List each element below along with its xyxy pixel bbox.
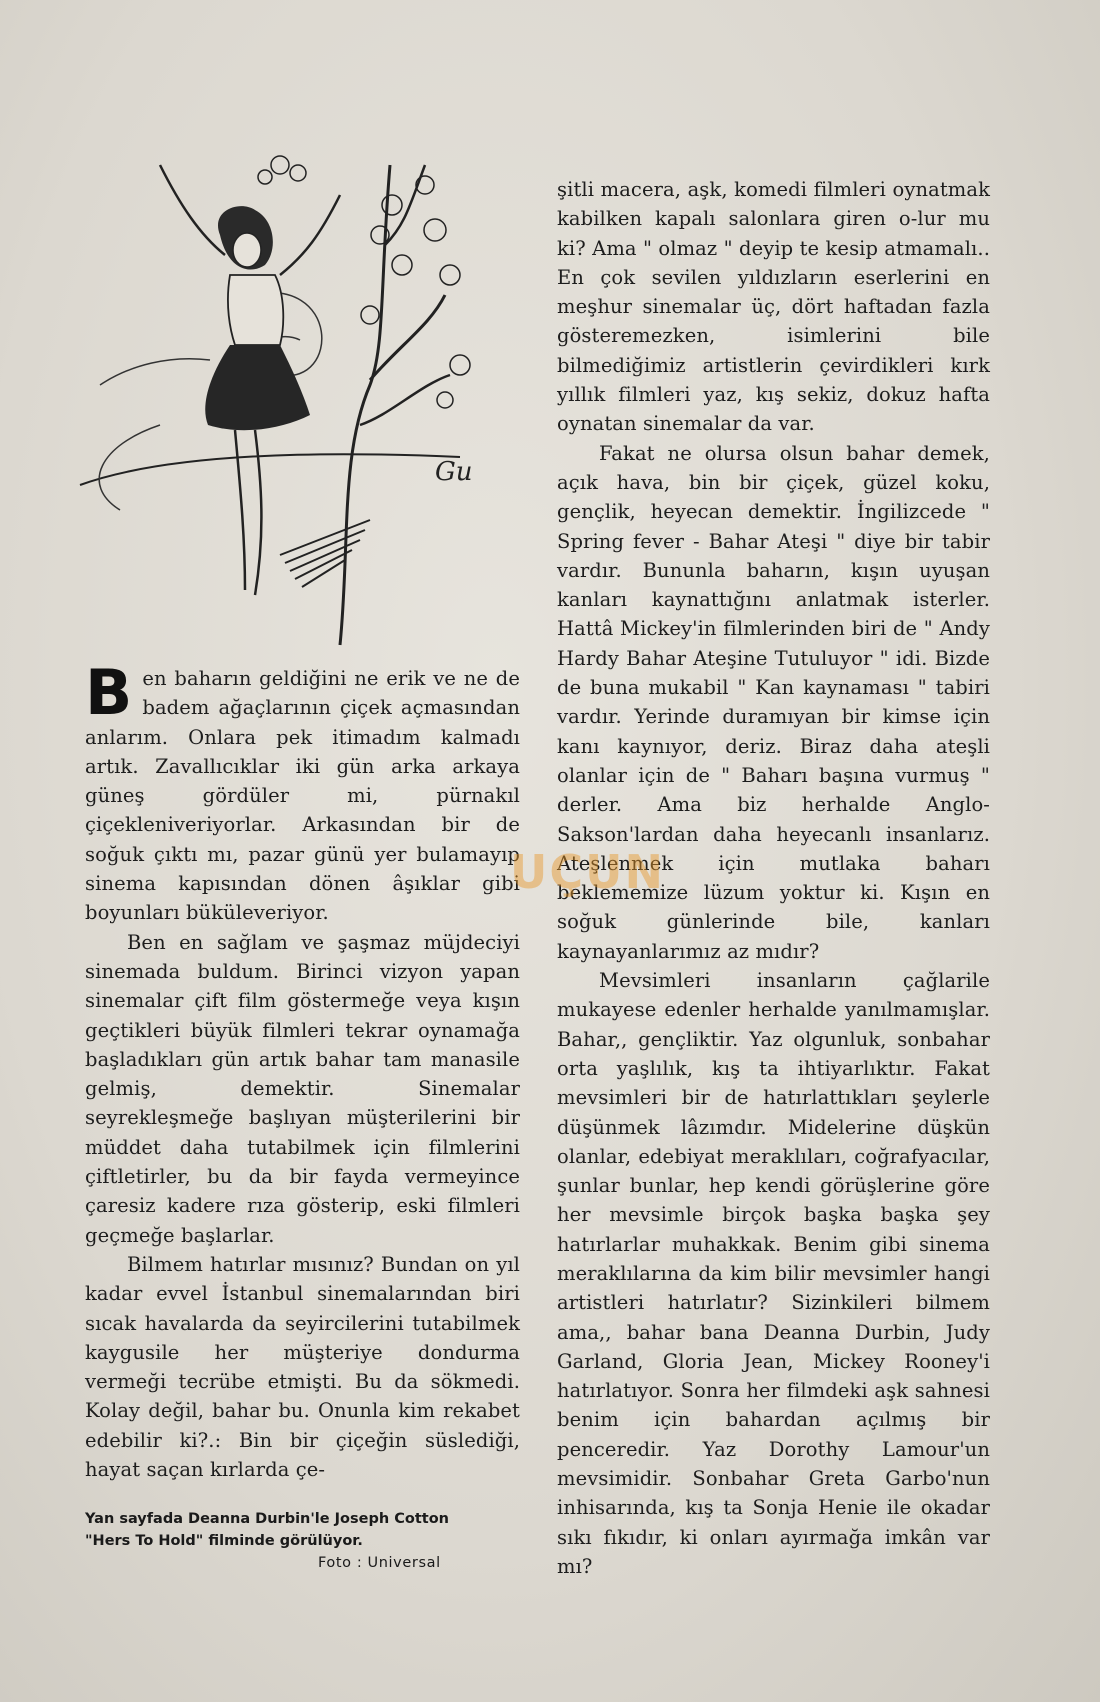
article-paragraph: şitli macera, aşk, komedi filmleri oynatmak kabilken kapalı salonlara giren o-lur mu ki? Ama " olmaz " deyip te kesip atmamalı.. En çok sevilen yıldızların eserlerini en meşhur sinemalar üç, dört haftadan fazla gösteremezken, isimlerini bile bilmediğimiz artistlerin çevirdikleri kırk yıllık filmleri yaz, kış sekiz, dokuz hafta oynatan sinemalar da var. — [557, 178, 990, 436]
article-paragraph: Fakat ne olursa olsun bahar demek, açık hava, bin bir çiçek, güzel koku, gençlik, heyecan demektir. İngilizcede " Spring fever - Bahar Ateşi " diye bir tabir vardır. Bununla baharın, kışın uyuşan kanları kaynattığını anlatmak isterler. Hattâ Mickey'in filmlerinden biri de " Andy Hardy Bahar Ateşine Tutuluyor " idi. Bizde de buna mukabil " Kan kaynaması " tabiri vardır. Yerinde duramıyan bir kimse için kanı kaynıyor, deriz. Biraz daha ateşli olanlar için de " Baharı başına vurmuş " derler. Ama biz herhalde Anglo-Sakson'lardan daha heyecanlı insanlarız. Ateşlenmek için mutlaka baharı beklememize lüzum yoktur ki. Kışın en soğuk günlerinde bile, kanları kaynayanlarımız az mıdır? — [557, 441, 990, 963]
article-paragraph: Bilmem hatırlar mısınız? Bundan on yıl kadar evvel İstanbul sinemalarından biri sıcak havalarda da seyircilerini tutabilmek kaygusile her müşteriye dondurma vermeği tecrübe etmişti. Bu da sökmedi. Kolay değil, bahar bu. Onunla kim rekabet edebilir ki?.: Bin bir çiçeğin süslediği, hayat saçan kırlarda çe- — [85, 1252, 520, 1482]
watermark-logo: UÇUN — [510, 845, 665, 899]
photo-credit: Foto : Universal — [318, 1555, 441, 1571]
article-paragraph: Ben baharın geldiğini ne erik ve ne de badem ağaçlarının çiçek açmasından anlarım. Onlara pek itimadım kalmadı artık. Zavallıcıklar iki gün arka arkaya güneş gördüler mi, pürnakıl çiçekleniveriyorlar. Arkasından bir de soğuk çıktı mı, pazar günü yer bulamayıp sinema kapısından dönen âşıklar gibi boyunları büküleveriyor. — [85, 656, 520, 925]
drop-cap: B — [85, 656, 133, 729]
spring-girl-illustration — [40, 125, 510, 665]
article-paragraph: Ben en sağlam ve şaşmaz müjdeciyi sinemada buldum. Birinci vizyon yapan sinemalar çift film göstermeğe veya kışın geçtikleri büyük filmleri tekrar oynamağa başladıkları gün artık bahar tam manasile gelmiş, demektir. Sinemalar seyrekleşmeğe başlıyan müşterilerini bir müddet daha tutabilmek için filmlerini çiftletirler, bu da bir fayda vermeyince çaresiz kadere rıza gösterip, eski filmleri geçmeğe başlarlar. — [85, 930, 520, 1247]
illustration-signature: Gu — [435, 457, 473, 487]
article-paragraph: Mevsimleri insanların çağlarile mukayese edenler herhalde yanılmamışlar. Bahar,, gençliktir. Yaz olgunluk, sonbahar orta yaşlılık, kış ta ihtiyarlıktır. Fakat mevsimleri bir de hatırlattıkları şeylerle düşünmek lâzımdır. Midelerine düşkün olanlar, edebiyat meraklıları, coğrafyacılar, şunlar bunlar, hep kendi görüşlerine göre her mevsimle birçok başka başka şey hatırlarlar muhakkak. Benim gibi sinema meraklılarına da kim bilir mevsimler hangi artistleri hatırlatır? Sizinkileri bilmem ama,, bahar bana Deanna Durbin, Judy Garland, Gloria Jean, Mickey Rooney'i hatırlatıyor. Sonra her filmdeki aşk sahnesi benim için bahardan açılmış bir penceredir. Yaz Dorothy Lamour'un mevsimidir. Sonbahar Greta Garbo'nun inhisarında, kış ta Sonja Henie ile okadar sıkı fıkıdır, ki onları ayırmağa imkân var mı? — [557, 969, 990, 1578]
article-left-column — [85, 656, 520, 1484]
photo-caption: Yan sayfada Deanna Durbin'le Joseph Cotton "Hers To Hold" filminde görülüyor. — [85, 1511, 449, 1549]
